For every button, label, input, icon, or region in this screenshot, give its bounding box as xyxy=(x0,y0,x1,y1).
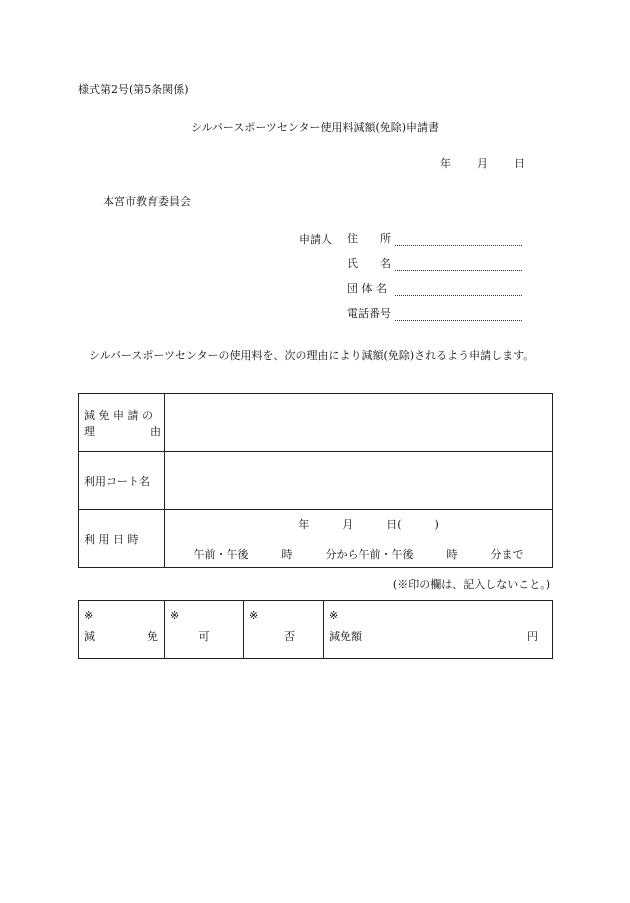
application-table xyxy=(78,393,553,568)
office-mark: ※ xyxy=(170,609,180,622)
reason-field[interactable] xyxy=(165,394,553,452)
date-line xyxy=(440,155,525,171)
address-field[interactable] xyxy=(395,233,522,246)
group-label: 団 体 名 xyxy=(347,282,387,295)
court-field[interactable] xyxy=(165,452,553,510)
applicant-name-row xyxy=(347,255,522,271)
deny-label: 否 xyxy=(284,630,295,643)
office-mark: ※ xyxy=(84,609,94,622)
office-mark: ※ xyxy=(249,609,259,622)
office-use-table xyxy=(78,600,553,659)
office-col-approve xyxy=(165,601,244,659)
reduction-amount-label: 減免額 xyxy=(329,630,362,643)
reduction-label-2: 免 xyxy=(147,630,158,643)
applicant-phone-row xyxy=(347,305,522,321)
name-field[interactable] xyxy=(395,258,522,271)
address-label: 住 所 xyxy=(347,232,391,245)
applicant-label: 申請人 xyxy=(299,233,332,246)
office-mark: ※ xyxy=(329,609,339,622)
time-row: 午前・午後 時 分から午前・午後 時 分まで xyxy=(193,547,524,561)
datetime-row xyxy=(79,510,553,568)
addressee: 本宮市教育委員会 xyxy=(103,195,191,208)
date-year: 年 xyxy=(440,157,451,170)
reason-label-line1: 減 免 申 請 の xyxy=(84,408,153,422)
date-row: 年 月 日( ) xyxy=(298,517,439,531)
document-title: シルバースポーツセンター使用料減額(免除)申請書 xyxy=(190,121,440,134)
reason-label xyxy=(79,394,165,452)
court-label: 利用コート名 xyxy=(79,452,165,510)
reason-label-line2: 理 由 xyxy=(84,424,161,438)
date-month: 月 xyxy=(477,157,488,170)
request-statement: シルバースポーツセンターの使用料を、次の理由により減額(免除)されるよう申請します。 xyxy=(89,349,535,362)
office-col-amount xyxy=(324,601,553,659)
reduction-amount xyxy=(324,622,552,644)
office-use-row xyxy=(79,601,553,659)
name-label: 氏 名 xyxy=(347,257,391,270)
group-field[interactable] xyxy=(395,283,522,296)
approve-label: 可 xyxy=(198,630,210,643)
reduction-label-1: 減 xyxy=(84,630,95,643)
datetime-field[interactable] xyxy=(165,510,553,568)
applicant-address-row xyxy=(347,230,522,246)
applicant-group-row xyxy=(347,280,522,296)
phone-label: 電話番号 xyxy=(347,307,391,320)
office-use-notice: (※印の欄は、記入しないこと。) xyxy=(392,578,550,591)
office-col-reduction xyxy=(79,601,165,659)
form-number: 様式第2号(第5条関係) xyxy=(78,83,189,96)
reason-row xyxy=(79,394,553,452)
office-col-deny xyxy=(244,601,324,659)
datetime-label: 利 用 日 時 xyxy=(79,510,165,568)
court-row xyxy=(79,452,553,510)
reduction-label xyxy=(79,622,164,644)
yen-unit: 円 xyxy=(527,630,538,643)
date-day: 日 xyxy=(514,157,525,170)
phone-field[interactable] xyxy=(395,308,522,321)
